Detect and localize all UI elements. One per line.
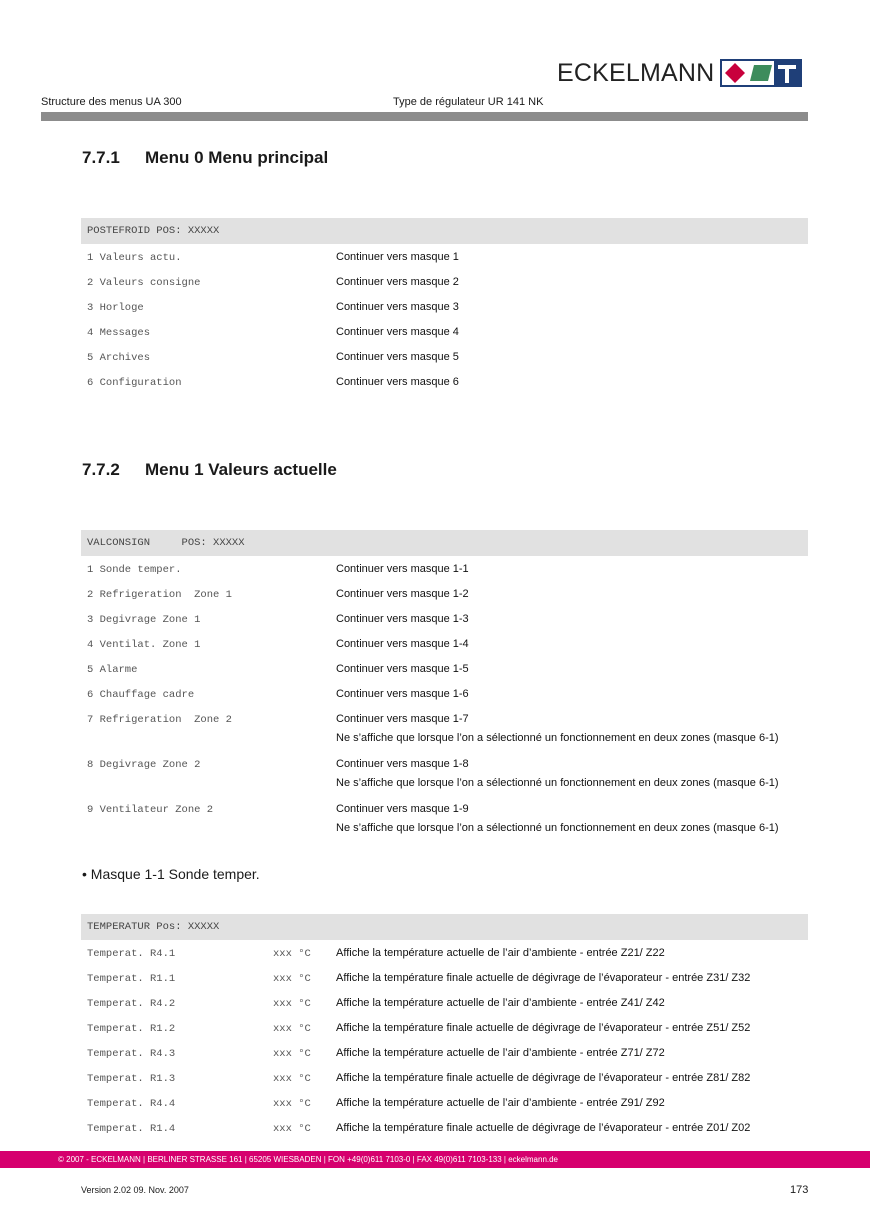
sensor-label: Temperat. R1.1 — [87, 973, 176, 985]
menu-code: 3 Degivrage Zone 1 — [87, 614, 201, 626]
sensor-label: Temperat. R4.4 — [87, 1098, 176, 1110]
sensor-description: Affiche la température finale actuelle de dégivrage de l’évaporateur - entrée Z01/ Z02 — [336, 1122, 751, 1134]
menu-description: Continuer vers masque 3 — [336, 301, 459, 313]
page-number: 173 — [790, 1184, 809, 1196]
bullet-text: Masque 1-1 Sonde temper. — [90, 866, 260, 882]
sensor-description: Affiche la température actuelle de l’air d’ambiente - entrée Z91/ Z92 — [336, 1097, 665, 1109]
version-info: Version 2.02 09. Nov. 2007 — [81, 1185, 189, 1195]
menu-description: Continuer vers masque 5 — [336, 351, 459, 363]
sensor-label: Temperat. R1.2 — [87, 1023, 176, 1035]
table-row — [81, 751, 808, 796]
menu-description: Continuer vers masque 1 — [336, 251, 459, 263]
menu-code: 7 Refrigeration Zone 2 — [87, 714, 232, 726]
header-divider — [41, 112, 808, 121]
table-row — [81, 369, 808, 394]
menu-description: Continuer vers masque 6 — [336, 376, 459, 388]
table-row — [81, 581, 808, 606]
footer-contact-bar: © 2007 - ECKELMANN | BERLINER STRASSE 161 | 65205 WIESBADEN | FON +49(0)611 7103-0 | FAX 49(0)611 7103-133 | eckelmann.de — [0, 1151, 870, 1168]
menu-code: 5 Archives — [87, 352, 151, 364]
table-row — [81, 556, 808, 581]
table-header: VALCONSIGN POS: XXXXX — [81, 530, 808, 556]
menu-description: Continuer vers masque 1-5 — [336, 663, 469, 675]
section-number: 7.7.1 — [82, 148, 120, 167]
menu-table-actual-values — [81, 530, 808, 841]
section-heading-7-7-1 — [82, 148, 328, 168]
menu-code: 6 Chauffage cadre — [87, 689, 195, 701]
sensor-value: xxx °C — [273, 1048, 311, 1060]
table-row — [81, 990, 808, 1015]
bullet-item — [82, 866, 260, 882]
sensor-description: Affiche la température actuelle de l’air d’ambiente - entrée Z71/ Z72 — [336, 1047, 665, 1059]
sensor-description: Affiche la température finale actuelle de dégivrage de l’évaporateur - entrée Z31/ Z32 — [336, 972, 751, 984]
temperature-table — [81, 914, 808, 1140]
table-row — [81, 319, 808, 344]
table-row — [81, 1015, 808, 1040]
menu-description: Continuer vers masque 1-8 — [336, 758, 469, 770]
table-row — [81, 965, 808, 990]
menu-code: 1 Sonde temper. — [87, 564, 182, 576]
table-row — [81, 606, 808, 631]
table-row — [81, 1065, 808, 1090]
menu-note: Ne s’affiche que lorsque l’on a sélectionné un fonctionnement en deux zones (masque 6-1) — [336, 822, 779, 834]
sensor-description: Affiche la température finale actuelle de dégivrage de l’évaporateur - entrée Z81/ Z82 — [336, 1072, 751, 1084]
table-row — [81, 269, 808, 294]
menu-description: Continuer vers masque 2 — [336, 276, 459, 288]
logo-text: ECKELMANN — [557, 58, 715, 87]
sensor-label: Temperat. R1.3 — [87, 1073, 176, 1085]
table-row — [81, 1115, 808, 1140]
sensor-label: Temperat. R4.2 — [87, 998, 176, 1010]
table-row — [81, 244, 808, 269]
sensor-value: xxx °C — [273, 973, 311, 985]
table-row — [81, 294, 808, 319]
table-header: TEMPERATUR Pos: XXXXX — [81, 914, 808, 940]
menu-code: 1 Valeurs actu. — [87, 252, 182, 264]
menu-description: Continuer vers masque 1-6 — [336, 688, 469, 700]
menu-code: 9 Ventilateur Zone 2 — [87, 804, 214, 816]
menu-description: Continuer vers masque 1-4 — [336, 638, 469, 650]
menu-code: 3 Horloge — [87, 302, 144, 314]
sensor-value: xxx °C — [273, 1023, 311, 1035]
menu-description: Continuer vers masque 1-1 — [336, 563, 469, 575]
sensor-label: Temperat. R4.3 — [87, 1048, 176, 1060]
menu-code: 2 Refrigeration Zone 1 — [87, 589, 232, 601]
section-heading-7-7-2 — [82, 460, 337, 480]
table-row — [81, 940, 808, 965]
menu-code: 8 Degivrage Zone 2 — [87, 759, 201, 771]
section-title: Menu 0 Menu principal — [145, 148, 329, 167]
section-number: 7.7.2 — [82, 460, 120, 479]
menu-description: Continuer vers masque 1-7 — [336, 713, 469, 725]
table-row — [81, 681, 808, 706]
header-regulator-type: Type de régulateur UR 141 NK — [393, 96, 544, 108]
sensor-description: Affiche la température finale actuelle de dégivrage de l’évaporateur - entrée Z51/ Z52 — [336, 1022, 751, 1034]
table-row — [81, 796, 808, 841]
sensor-label: Temperat. R1.4 — [87, 1123, 176, 1135]
sensor-value: xxx °C — [273, 1098, 311, 1110]
sensor-value: xxx °C — [273, 1073, 311, 1085]
menu-code: 6 Configuration — [87, 377, 182, 389]
bullet-icon: • — [82, 866, 87, 882]
menu-description: Continuer vers masque 4 — [336, 326, 459, 338]
menu-note: Ne s’affiche que lorsque l’on a sélectionné un fonctionnement en deux zones (masque 6-1) — [336, 732, 779, 744]
table-header: POSTEFROID POS: XXXXX — [81, 218, 808, 244]
menu-description: Continuer vers masque 1-3 — [336, 613, 469, 625]
menu-note: Ne s’affiche que lorsque l’on a sélectionné un fonctionnement en deux zones (masque 6-1) — [336, 777, 779, 789]
sensor-label: Temperat. R4.1 — [87, 948, 176, 960]
table-row — [81, 656, 808, 681]
sensor-description: Affiche la température actuelle de l’air d’ambiente - entrée Z21/ Z22 — [336, 947, 665, 959]
section-title: Menu 1 Valeurs actuelle — [145, 460, 337, 479]
table-row — [81, 1040, 808, 1065]
sensor-value: xxx °C — [273, 1123, 311, 1135]
table-row — [81, 631, 808, 656]
company-logo — [557, 58, 802, 88]
sensor-description: Affiche la température actuelle de l’air d’ambiente - entrée Z41/ Z42 — [336, 997, 665, 1009]
logo-mark-icon — [720, 59, 802, 87]
table-row — [81, 1090, 808, 1115]
menu-code: 4 Ventilat. Zone 1 — [87, 639, 201, 651]
menu-table-main — [81, 218, 808, 394]
menu-description: Continuer vers masque 1-2 — [336, 588, 469, 600]
table-row — [81, 706, 808, 751]
menu-code: 4 Messages — [87, 327, 151, 339]
menu-code: 5 Alarme — [87, 664, 138, 676]
sensor-value: xxx °C — [273, 998, 311, 1010]
table-row — [81, 344, 808, 369]
header-document-title: Structure des menus UA 300 — [41, 96, 182, 108]
sensor-value: xxx °C — [273, 948, 311, 960]
menu-code: 2 Valeurs consigne — [87, 277, 201, 289]
menu-description: Continuer vers masque 1-9 — [336, 803, 469, 815]
